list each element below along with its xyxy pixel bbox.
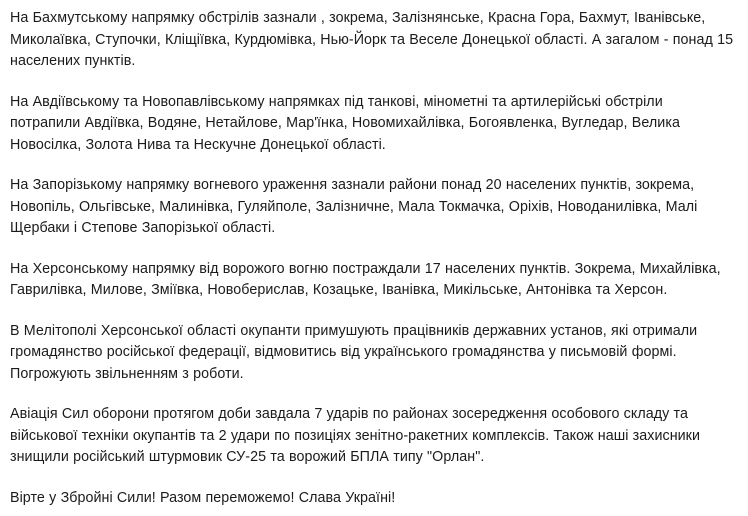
paragraph-avdiivka: На Авдіївському та Новопавлівському напрямках під танкові, мінометні та артилерійські обстріли потрапили Авдіївка, Водяне, Нетайлове, Мар'їнка, Новомихайлівка, Богоявленка, Вугледар, Велика Новосілка, Золота Нива та Нескучне Донецької області. [10, 93, 680, 153]
paragraph-zaporizhzhia: На Запорізькому напрямку вогневого ураження зазнали райони понад 20 населених пунктів, зокрема, Новопіль, Ольгівське, Малинівка, Гуляйполе, Залізничне, Мала Токмачка, Оріхів, Новоданилівка, Малі Щербаки і Степове Запорізької області. [10, 177, 698, 236]
paragraph-aviation: Авіація Сил оборони протягом доби завдала 7 ударів по районах зосередження особового складу та військової техніки окупантів та 2 удари по позиціях зенітно-ракетних комплексів. Також наші захисники знищили російський штурмовик СУ-25 та ворожий БПЛА типу "Орлан". [10, 406, 701, 465]
paragraph-kherson: На Херсонському напрямку від ворожого вогню постраждали 17 населених пунктів. Зокрема, Михайлівка, Гаврилівка, Милове, Зміївка, Новоберислав, Козацьке, Іванівка, Микільське, Антонівка та Херсон. [10, 260, 721, 298]
paragraph-bakhmut: На Бахмутському напрямку обстрілів зазнали , зокрема, Залізнянське, Красна Гора, Бахмут, Іванівське, Миколаївка, Ступочки, Кліщіївка, Курдюмівка, Нью-Йорк та Веселе Донецької області. А загалом - понад 15 населених пунктів. [10, 10, 734, 69]
paragraph-closing-slogan: Вірте у Збройні Сили! Разом переможемо! Слава Україні! [10, 489, 396, 506]
paragraph-melitopol: В Мелітополі Херсонської області окупанти примушують працівників державних установ, які отримали громадянство російської федерації, відмовитись від українського громадянства у письмовій формі. Погрожують звільненням з роботи. [10, 322, 698, 382]
